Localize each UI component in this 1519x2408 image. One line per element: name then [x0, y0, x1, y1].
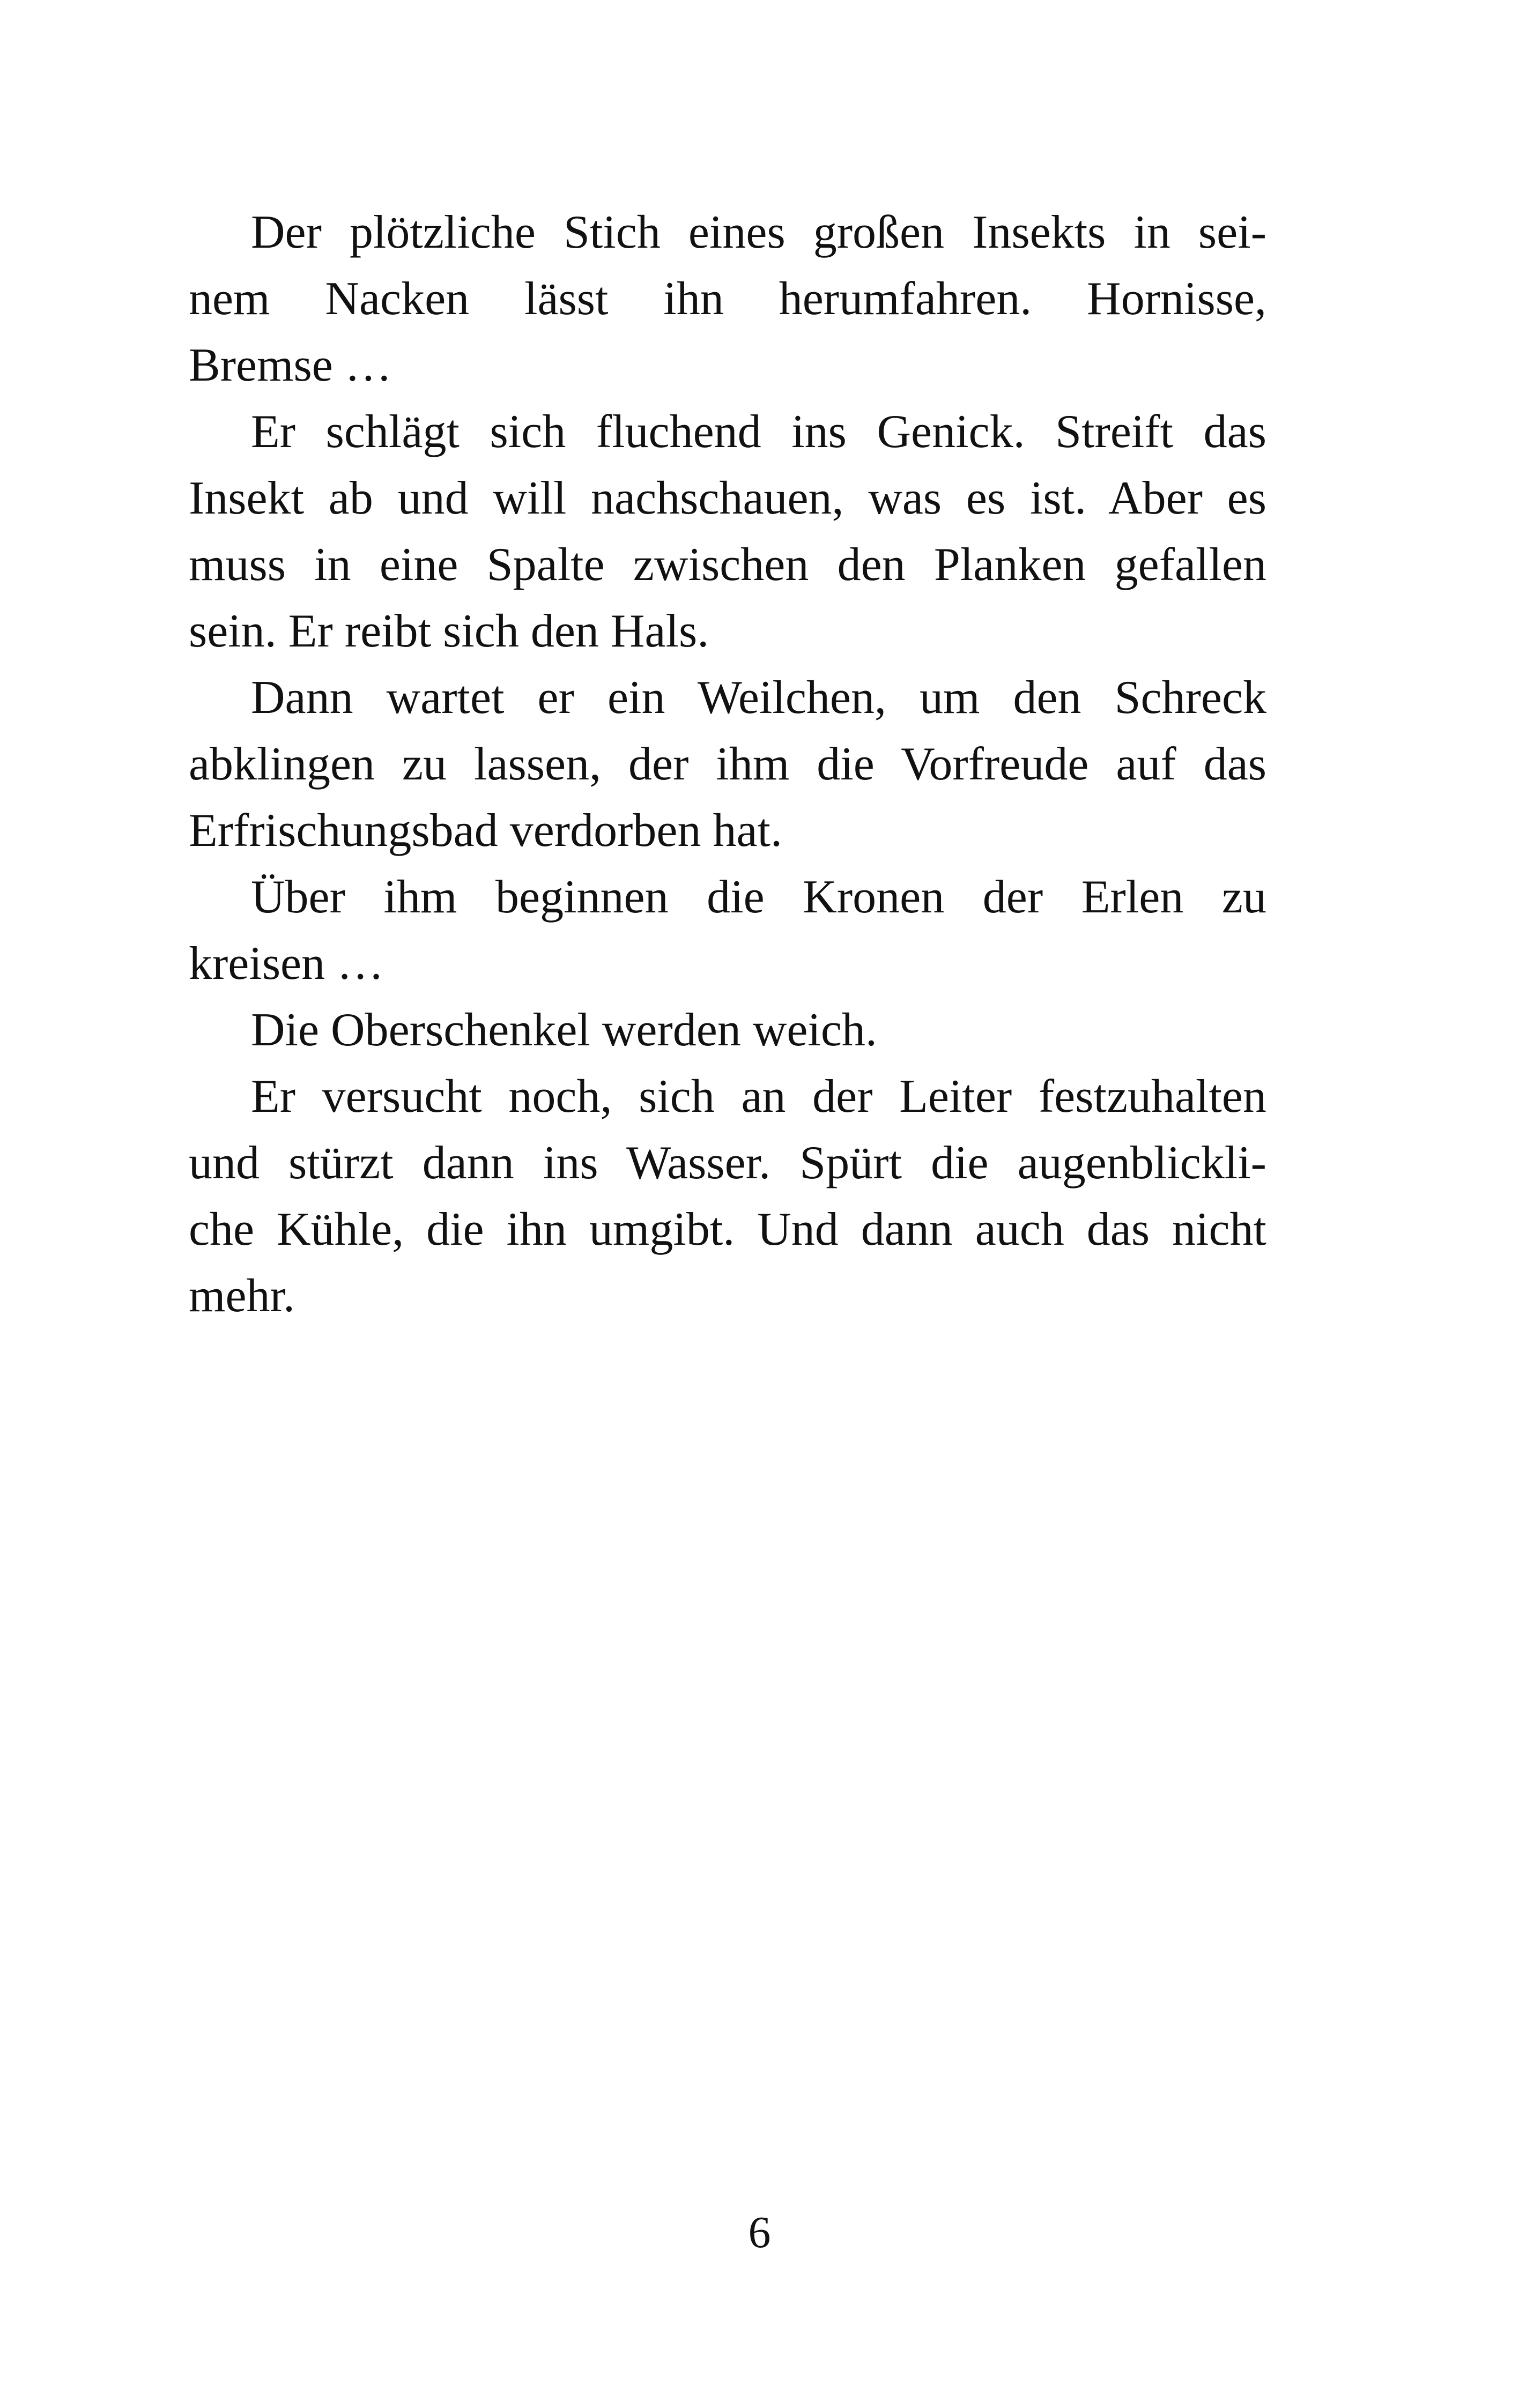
text-line: Dann wartet er ein Weilchen, um den Schreck	[251, 672, 1266, 724]
text-line: Der plötzliche Stich eines großen Insekts in sei-	[251, 206, 1266, 258]
text-line: kreisen …	[189, 938, 384, 990]
text-line: Er schlägt sich fluchend ins Genick. Streift das	[251, 406, 1266, 458]
text-line: sein. Er reibt sich den Hals.	[189, 605, 709, 657]
text-line: nem Nacken lässt ihn herumfahren. Hornisse,	[189, 273, 1266, 325]
text-line: Er versucht noch, sich an der Leiter festzuhalten	[251, 1071, 1266, 1123]
text-line: Erfrischungsbad verdorben hat.	[189, 805, 782, 857]
text-line: Bremse …	[189, 339, 392, 391]
text-line: Über ihm beginnen die Kronen der Erlen zu	[251, 871, 1266, 923]
text-line: che Kühle, die ihn umgibt. Und dann auch das nicht	[189, 1203, 1266, 1255]
text-line: abklingen zu lassen, der ihm die Vorfreude auf das	[189, 738, 1266, 790]
text-line: und stürzt dann ins Wasser. Spürt die augenblickli-	[189, 1137, 1266, 1189]
text-line: Die Oberschenkel werden weich.	[251, 1004, 877, 1056]
text-line: Insekt ab und will nachschauen, was es ist. Aber es	[189, 472, 1266, 524]
body-text	[189, 199, 1266, 1329]
page-number: 6	[748, 2208, 771, 2257]
text-line: mehr.	[189, 1270, 295, 1322]
text-line: muss in eine Spalte zwischen den Planken gefallen	[189, 539, 1266, 591]
